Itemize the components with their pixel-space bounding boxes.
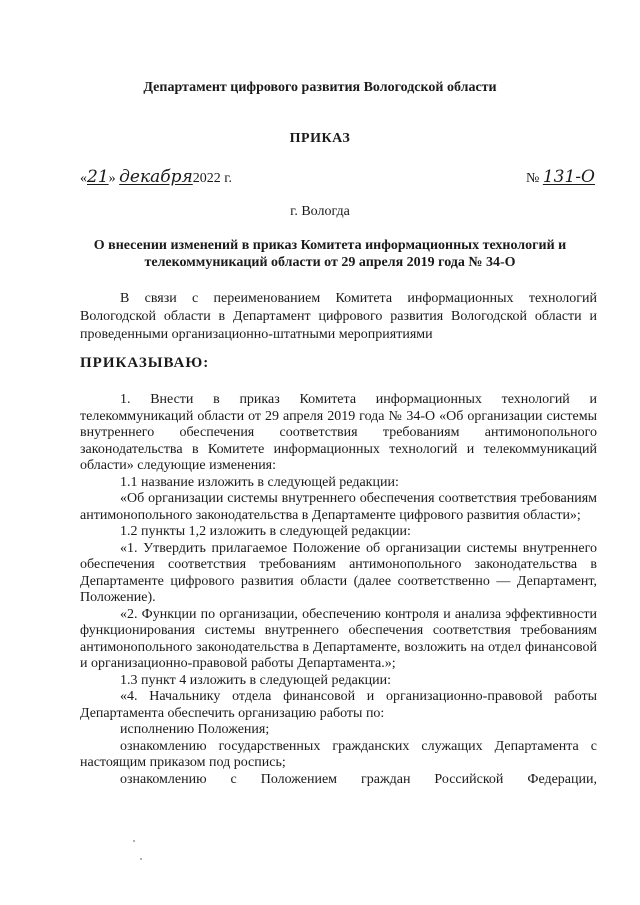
subject-line-2: телекоммуникаций области от 29 апреля 2019 года № 34-О <box>144 255 516 270</box>
list-item-c: ознакомлению с Положением граждан Российской Федерации, <box>120 771 597 787</box>
order-body <box>80 392 597 788</box>
order-subject <box>70 237 590 271</box>
paragraph-1: 1. Внести в приказ Комитета информационных технологий и телекоммуникаций области от 29 апреля 2019 года № 34-О «Об организации системы внутреннего обеспечения соответствия требованиям антимонопольного законодательства в Комитете информационных технологий и телекоммуникаций области» следующие изменения: <box>80 392 597 473</box>
preamble-paragraph: В связи с переименованием Комитета информационных технологий Вологодской области в Департамент цифрового развития Вологодской области и проведенными организационно-штатными мероприятиями <box>80 291 597 342</box>
order-title: ПРИКАЗ <box>289 131 351 146</box>
order-date <box>80 167 232 187</box>
date-close-quote: » <box>108 171 116 186</box>
paragraph-1-2-a: «1. Утвердить прилагаемое Положение об организации системы внутреннего обеспечения соответствия требованиям антимонопольного законодательства в Департаменте цифрового развития области (далее соответственно — Департамент, Положение). <box>80 540 597 605</box>
date-open-quote: « <box>80 171 87 186</box>
city-line: г. Вологда <box>290 204 350 219</box>
scan-speck <box>140 858 142 860</box>
directive-heading: ПРИКАЗЫВАЮ: <box>80 355 210 371</box>
list-item-b: ознакомлению государственных гражданских служащих Департамента с настоящим приказом под роспись; <box>80 738 597 770</box>
department-heading: Департамент цифрового развития Вологодской области <box>143 80 497 95</box>
order-number <box>526 167 595 187</box>
paragraph-1-3: 1.3 пункт 4 изложить в следующей редакции: <box>120 672 391 688</box>
paragraph-1-2: 1.2 пункты 1,2 изложить в следующей редакции: <box>120 524 411 539</box>
paragraph-1-1: 1.1 название изложить в следующей редакции: <box>120 474 399 490</box>
date-month: декабря <box>119 167 193 187</box>
subject-line-1: О внесении изменений в приказ Комитета информационных технологий и <box>93 238 567 253</box>
paragraph-1-2-b: «2. Функции по организации, обеспечению контроля и анализа эффективности функционирования системы внутреннего обеспечения соответствия требованиям антимонопольного законодательства в Департаменте, возложить на отдел финансовой и организационно-правовой работы Департамента.»; <box>80 606 597 671</box>
paragraph-1-1-text: «Об организации системы внутреннего обеспечения соответствия требованиям антимонопольного законодательства в Департаменте цифрового развития области»; <box>80 491 597 523</box>
number-value: 131-О <box>542 167 595 187</box>
scan-speck <box>133 840 135 842</box>
date-year: 2022 г. <box>192 171 232 186</box>
date-day: 21 <box>87 167 109 187</box>
paragraph-1-3-text: «4. Начальнику отдела финансовой и организационно-правовой работы Департамента обеспечить организацию работы по: <box>80 689 597 721</box>
list-item-a: исполнению Положения; <box>120 722 270 737</box>
number-prefix: № <box>526 171 540 186</box>
